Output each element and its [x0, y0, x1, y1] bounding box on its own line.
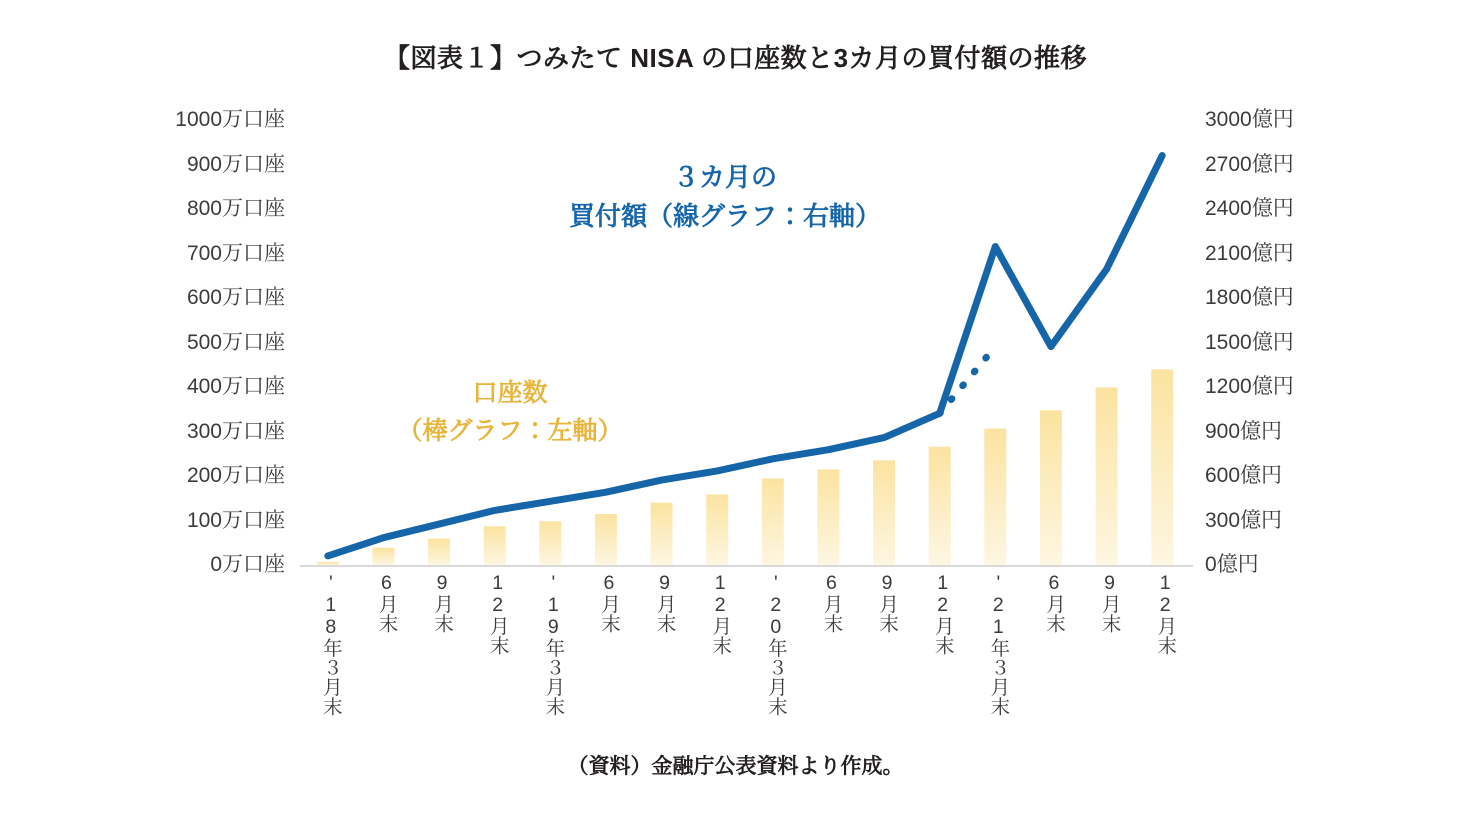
y-right-tick-300: 300億円	[1205, 508, 1283, 532]
x-tick-13: 6月末	[1042, 572, 1065, 633]
x-tick-6: 9月末	[653, 572, 676, 633]
x-tick-5: 6月末	[597, 572, 620, 633]
x-tick-10: 9月末	[876, 572, 899, 633]
y-right-tick-3000: 3000億円	[1205, 108, 1294, 131]
bar-14	[1096, 388, 1118, 565]
annotation-bar-series	[330, 375, 690, 450]
x-tick-14: 9月末	[1098, 572, 1121, 633]
y-axis-left-labels	[120, 108, 285, 576]
bar-6	[651, 503, 673, 565]
x-tick-1: 6月末	[375, 572, 398, 633]
annotation-bar-row1: 口座数	[472, 379, 548, 407]
y-left-tick-200: 200万口座	[186, 464, 285, 487]
bar-9	[817, 469, 839, 565]
bar-2	[428, 539, 450, 565]
annotation-line-row1: ３カ月の	[672, 162, 777, 192]
y-right-tick-2400: 2400億円	[1205, 197, 1294, 220]
bar-15	[1151, 369, 1173, 565]
x-tick-7: 12月末	[709, 572, 732, 655]
y-left-tick-300: 300万口座	[186, 419, 285, 443]
bar-12	[984, 429, 1006, 566]
bar-3	[484, 526, 506, 565]
bar-10	[873, 460, 895, 565]
y-right-tick-2100: 2100億円	[1205, 241, 1294, 265]
bar-7	[706, 494, 728, 565]
y-left-tick-700: 700万口座	[186, 241, 285, 265]
y-left-tick-1000: 1000万口座	[175, 108, 285, 131]
y-left-tick-600: 600万口座	[186, 286, 285, 309]
bar-5	[595, 514, 617, 565]
y-right-tick-900: 900億円	[1205, 419, 1283, 443]
y-right-tick-2700: 2700億円	[1205, 152, 1294, 176]
annotation-line-series	[470, 158, 980, 236]
source-note: （資料）金融庁公表資料より作成。	[567, 755, 904, 778]
chart-title: 【図表１】つみたて NISA の口座数と3カ月の買付額の推移	[383, 43, 1088, 73]
x-tick-8: '20年３月末	[764, 572, 787, 716]
bar-11	[929, 447, 951, 565]
x-tick-9: 6月末	[820, 572, 843, 633]
y-axis-right-labels	[1205, 108, 1385, 576]
bar-1	[372, 548, 394, 565]
x-axis-labels	[300, 572, 1190, 752]
annotation-bar-row2: （棒グラフ：左軸）	[397, 416, 623, 445]
y-left-tick-400: 400万口座	[186, 375, 285, 398]
y-right-tick-0: 0億円	[1205, 553, 1259, 576]
x-tick-15: 12月末	[1154, 572, 1177, 655]
bar-13	[1040, 410, 1062, 565]
x-tick-3: 12月末	[486, 572, 509, 655]
bar-4	[539, 521, 561, 565]
x-tick-2: 9月末	[431, 572, 454, 633]
y-left-tick-800: 800万口座	[186, 197, 285, 220]
y-right-tick-1500: 1500億円	[1205, 330, 1294, 354]
y-left-tick-500: 500万口座	[186, 330, 285, 354]
x-tick-4: '19年３月末	[542, 572, 565, 716]
annotation-line-row2: 買付額（線グラフ：右軸）	[568, 201, 881, 231]
y-right-tick-1200: 1200億円	[1205, 375, 1294, 398]
x-tick-12: '21年３月末	[987, 572, 1010, 716]
x-tick-0: '18年３月末	[319, 572, 342, 716]
y-right-tick-1800: 1800億円	[1205, 286, 1294, 309]
y-left-tick-0: 0万口座	[210, 553, 285, 576]
y-left-tick-100: 100万口座	[186, 508, 285, 532]
y-left-tick-900: 900万口座	[186, 152, 285, 176]
x-tick-11: 12月末	[931, 572, 954, 655]
y-right-tick-600: 600億円	[1205, 464, 1283, 487]
bar-8	[762, 479, 784, 565]
x-axis-baseline	[300, 565, 1193, 567]
